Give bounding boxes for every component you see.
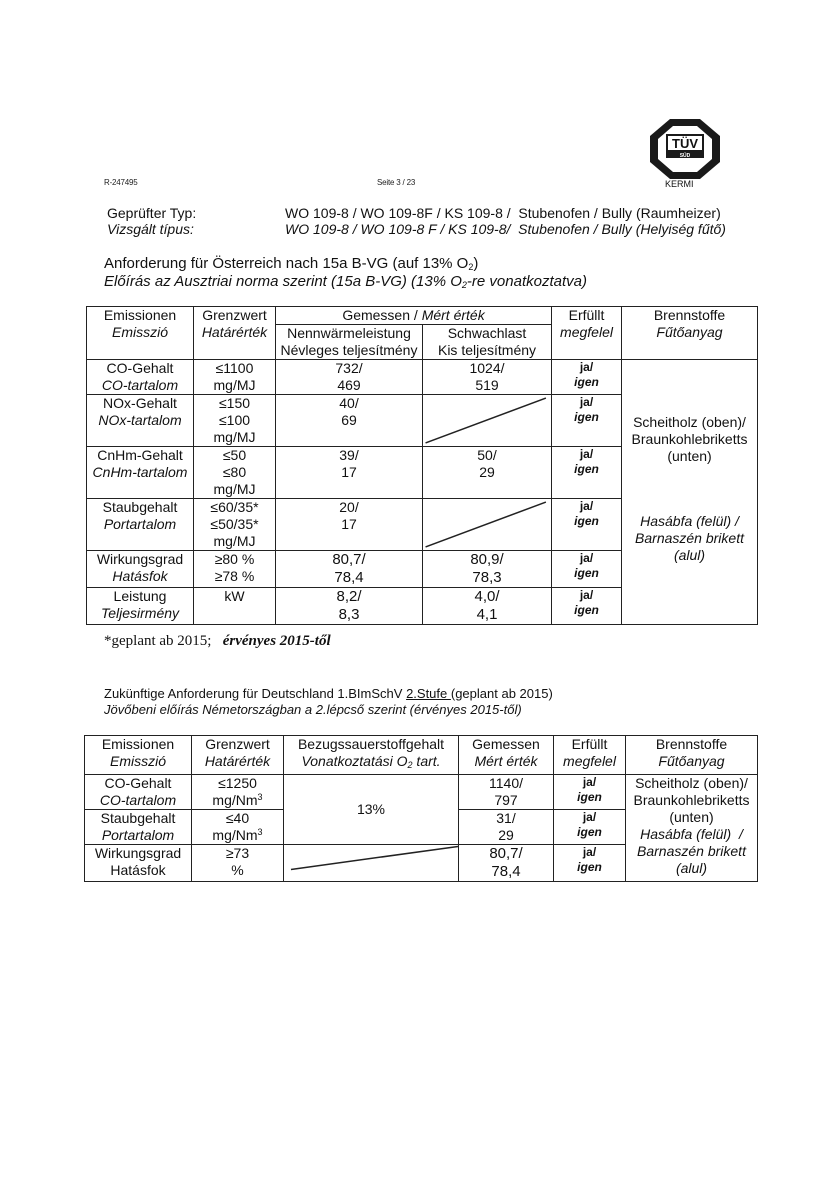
- fulfilled-cell: ja/ igen: [552, 395, 622, 447]
- header-limit: Grenzwert Határérték: [194, 307, 276, 360]
- limit-cell: ≥73 %: [192, 845, 284, 882]
- not-applicable-slash: [423, 499, 551, 550]
- fulfilled-cell: ja/ igen: [552, 360, 622, 395]
- partial-cell: 4,0/ 4,1: [423, 588, 552, 625]
- limit-cell: ≤50 ≤80 mg/MJ: [194, 447, 276, 499]
- emission-cell: NOx-Gehalt NOx-tartalom: [87, 395, 194, 447]
- fuel-hu-line: Barnaszén brikett: [637, 843, 746, 859]
- fulfilled-cell: ja/ igen: [552, 588, 622, 625]
- emission-cell: Staubgehalt Portartalom: [85, 810, 192, 845]
- nominal-cell: 8,2/ 8,3: [276, 588, 423, 625]
- fulfilled-cell: ja/ igen: [552, 447, 622, 499]
- partial-cell: 50/ 29: [423, 447, 552, 499]
- page-label: Seite 3 / 23: [377, 178, 416, 187]
- limit-cell: ≤60/35* ≤50/35* mg/MJ: [194, 499, 276, 551]
- partial-cell-not-applicable: [423, 395, 552, 447]
- header-fuel: Brennstoffe Fűtőanyag: [622, 307, 758, 360]
- fuel-de-line: Braunkohlebriketts: [633, 792, 750, 808]
- austria-emissions-table: [86, 306, 758, 625]
- header-reference-oxygen: Bezugssauerstoffgehalt Vonatkoztatási $O_2$ tart.: [284, 736, 459, 775]
- brand-label: KERMI: [665, 179, 694, 189]
- fuel-de-line: Scheitholz (oben)/: [635, 775, 748, 791]
- partial-cell-not-applicable: [423, 499, 552, 551]
- limit-cell: ≥80 % ≥78 %: [194, 551, 276, 588]
- emission-cell: CO-Gehalt CO-tartalom: [85, 775, 192, 810]
- fulfilled-cell: ja/ igen: [554, 845, 626, 882]
- header-measured: Gemessen Mért érték: [459, 736, 554, 775]
- header-fuel: Brennstoffe Fűtőanyag: [626, 736, 758, 775]
- fulfilled-cell: ja/ igen: [552, 551, 622, 588]
- table-row: [87, 360, 758, 395]
- reference-oxygen-cell: 13%: [284, 775, 459, 845]
- report-number: R-247495: [104, 178, 138, 187]
- emission-cell: CO-Gehalt CO-tartalom: [87, 360, 194, 395]
- header-emission: Emissionen Emisszió: [87, 307, 194, 360]
- emission-cell: Staubgehalt Portartalom: [87, 499, 194, 551]
- emission-cell: Leistung Teljesirmény: [87, 588, 194, 625]
- fulfilled-cell: ja/ igen: [552, 499, 622, 551]
- fuel-cell: [622, 360, 758, 625]
- fuel-cell: [626, 775, 758, 882]
- tested-type-label-hu: Vizsgált típus:: [107, 221, 194, 237]
- partial-cell: 80,9/ 78,3: [423, 551, 552, 588]
- tuv-sud-logo: [648, 118, 722, 180]
- measured-cell: 31/ 29: [459, 810, 554, 845]
- reference-oxygen-not-applicable: [284, 845, 459, 882]
- nominal-cell: 40/ 69: [276, 395, 423, 447]
- logo-bottom-text: SÜD: [679, 153, 691, 159]
- fuel-de-line: (unten): [667, 448, 712, 464]
- nominal-cell: 732/ 469: [276, 360, 423, 395]
- measured-cell: 1140/ 797: [459, 775, 554, 810]
- fuel-de-line: Braunkohlebriketts: [631, 431, 748, 447]
- fuel-de-line: (unten): [669, 809, 714, 825]
- limit-cell: ≤1250 mg/Nm$^3$: [192, 775, 284, 810]
- emission-cell: Wirkungsgrad Hatásfok: [85, 845, 192, 882]
- fuel-hu-line: Hasábfa (felül) /: [640, 826, 743, 842]
- fuel-hu-line: (alul): [675, 860, 708, 876]
- header-nominal: Nennwärmeleistung Névleges teljesítmény: [276, 325, 423, 360]
- header-partial: Schwachlast Kis teljesítmény: [423, 325, 552, 360]
- limit-cell: ≤1100 mg/MJ: [194, 360, 276, 395]
- logo-top-text: TÜV: [672, 136, 698, 151]
- nominal-cell: 80,7/ 78,4: [276, 551, 423, 588]
- fuel-hu-line: Barnaszén brikett: [635, 530, 744, 546]
- austria-title-de: Anforderung für Österreich nach 15a B-VG (auf 13% $O_2$): [104, 255, 479, 272]
- nominal-cell: 39/ 17: [276, 447, 423, 499]
- partial-cell: 1024/ 519: [423, 360, 552, 395]
- header-fulfilled: Erfüllt megfelel: [554, 736, 626, 775]
- fulfilled-cell: ja/ igen: [554, 775, 626, 810]
- nominal-cell: 20/ 17: [276, 499, 423, 551]
- tested-type-label-de: Geprüfter Typ:: [107, 205, 197, 221]
- germany-title-hu: Jövőbeni előírás Németországban a 2.lépcső szerint (érvényes 2015-től): [104, 702, 522, 717]
- emission-cell: Wirkungsgrad Hatásfok: [87, 551, 194, 588]
- limit-cell: ≤150 ≤100 mg/MJ: [194, 395, 276, 447]
- measured-cell: 80,7/ 78,4: [459, 845, 554, 882]
- tested-type-value-de: WO 109-8 / WO 109-8F / KS 109-8 / Stubenofen / Bully (Raumheizer): [285, 205, 721, 221]
- table-row: [85, 775, 758, 810]
- limit-cell: kW: [194, 588, 276, 625]
- not-applicable-slash: [423, 395, 551, 446]
- fulfilled-cell: ja/ igen: [554, 810, 626, 845]
- header-fulfilled: Erfüllt megfelel: [552, 307, 622, 360]
- header-limit: Grenzwert Határérték: [192, 736, 284, 775]
- germany-title-de: Zukünftige Anforderung für Deutschland 1.BImSchV 2.Stufe (geplant ab 2015): [104, 686, 553, 701]
- header-emission: Emissionen Emisszió: [85, 736, 192, 775]
- footnote: *geplant ab 2015; érvényes 2015-től: [104, 633, 331, 649]
- header-measured: Gemessen / Mért érték: [276, 307, 552, 325]
- fuel-hu-line: Hasábfa (felül) /: [640, 513, 739, 529]
- fuel-hu-line: (alul): [673, 547, 706, 563]
- limit-cell: ≤40 mg/Nm$^3$: [192, 810, 284, 845]
- germany-emissions-table: [84, 735, 758, 882]
- tested-type-value-hu: WO 109-8 / WO 109-8 F / KS 109-8/ Stubenofen / Bully (Helyiség fűtő): [285, 221, 726, 237]
- not-applicable-slash: [284, 845, 458, 881]
- austria-title-hu: Előírás az Ausztriai norma szerint (15a B-VG) (13% $O_2-re$ vonatkoztatva): [104, 273, 587, 290]
- emission-cell: CnHm-Gehalt CnHm-tartalom: [87, 447, 194, 499]
- fuel-de-line: Scheitholz (oben)/: [633, 414, 746, 430]
